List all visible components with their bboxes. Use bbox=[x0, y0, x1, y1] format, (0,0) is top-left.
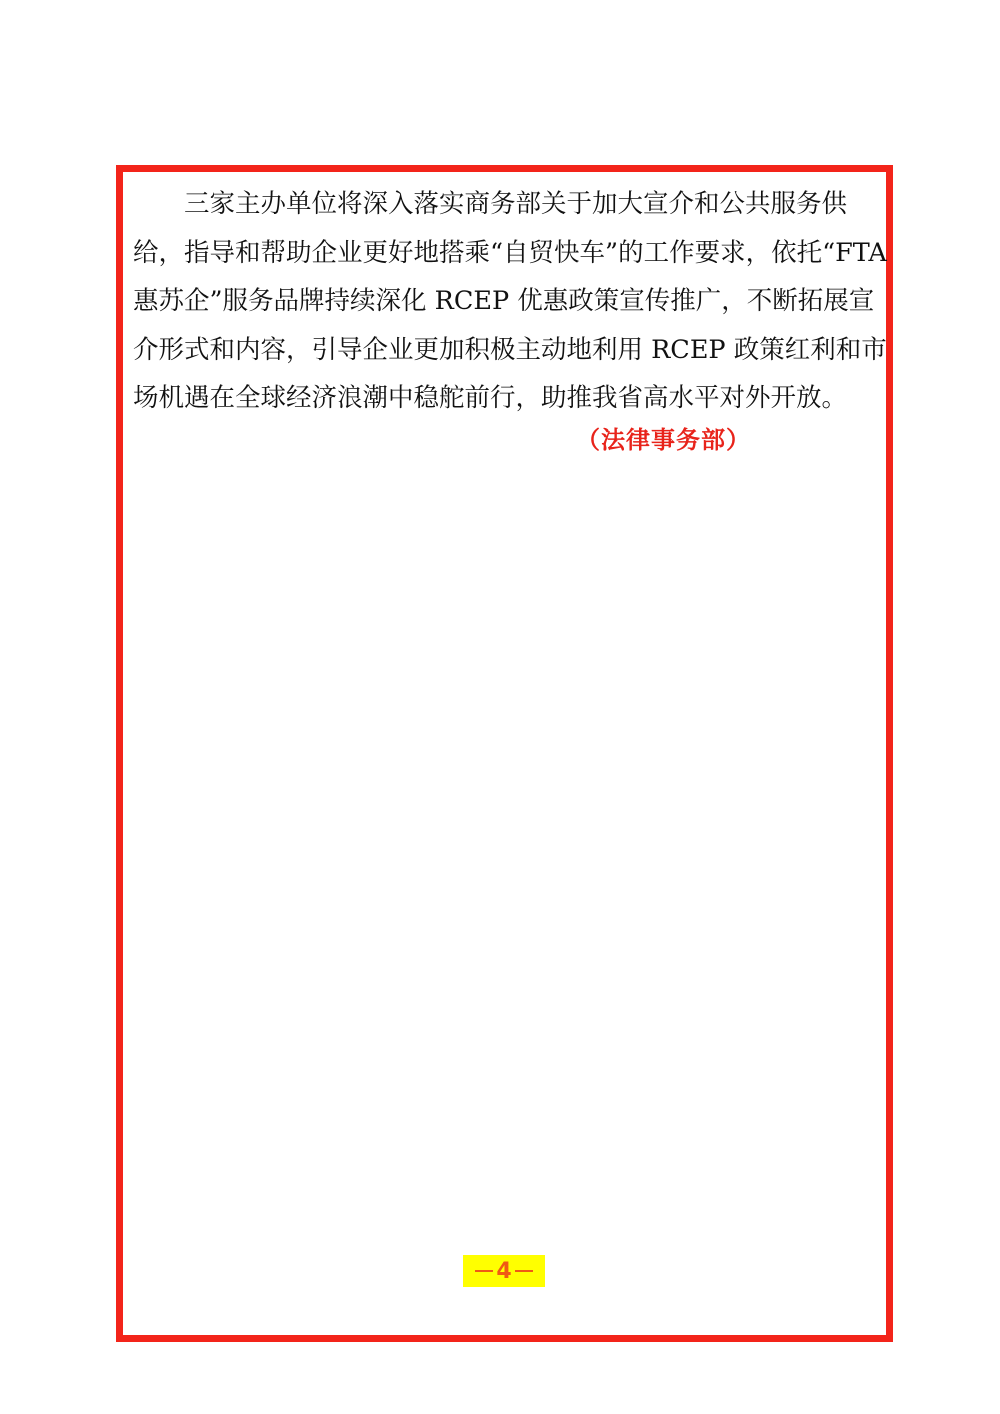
paragraph-line: 惠苏企”服务品牌持续深化 RCEP 优惠政策宣传推广，不断拓展宣 bbox=[133, 286, 875, 316]
page-number: 4 bbox=[496, 1258, 512, 1284]
paragraph-line: 介形式和内容，引导企业更加积极主动地利用 RCEP 政策红利和市 bbox=[133, 334, 887, 365]
paragraph-line: 场机遇在全球经济浪潮中稳舵前行，助推我省高水平对外开放。 bbox=[133, 383, 848, 413]
paragraph-line: 三家主办单位将深入落实商务部关于加大宣介和公共服务供 bbox=[184, 189, 848, 219]
left-dash-icon bbox=[475, 1270, 493, 1272]
page-number-badge bbox=[463, 1255, 545, 1287]
body-paragraph bbox=[133, 180, 887, 423]
department-signature: （法律事务部） bbox=[576, 425, 751, 454]
right-dash-icon bbox=[515, 1270, 533, 1272]
paragraph-line: 给，指导和帮助企业更好地搭乘“自贸快车”的工作要求，依托“FTA bbox=[133, 237, 887, 268]
